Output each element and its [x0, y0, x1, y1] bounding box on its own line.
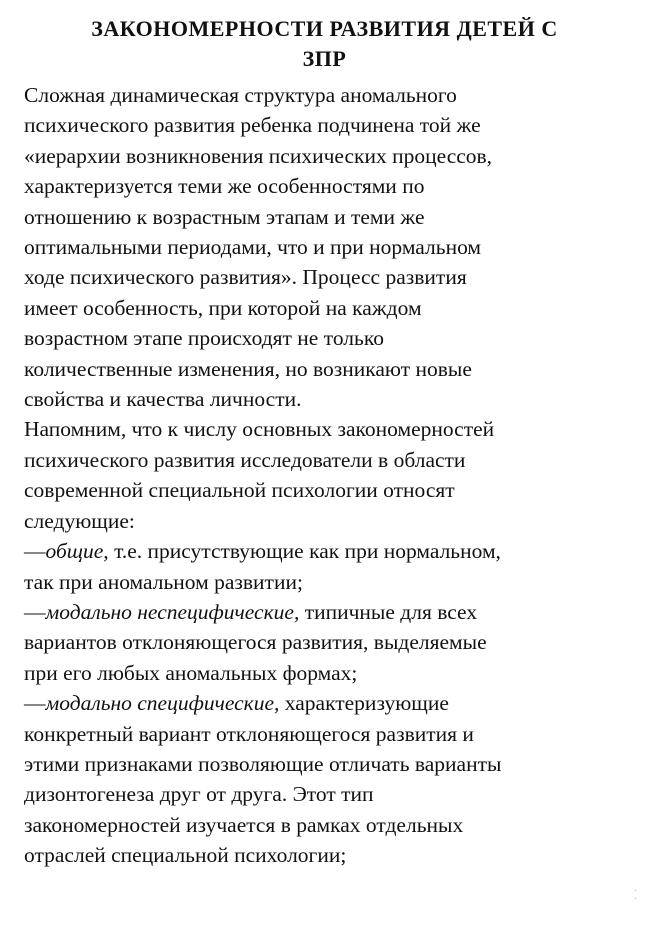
- text-line: характеризуется теми же особенностями по: [24, 174, 425, 199]
- page-title: [20, 14, 629, 74]
- item-text: типичные для всех: [299, 599, 478, 624]
- item-text: характеризующие: [279, 691, 449, 716]
- item-text: т.е. присутствующие как при нормальном,: [108, 539, 501, 564]
- item-dash: —: [24, 599, 46, 624]
- text-line: психического развития ребенка подчинена той же: [24, 113, 481, 138]
- text-line: закономерностей изучается в рамках отдельных: [24, 812, 464, 837]
- text-line: психического развития исследователи в области: [24, 447, 466, 472]
- text-line: возрастном этапе происходят не только: [24, 326, 384, 351]
- text-line: так при аномальном развитии;: [24, 569, 303, 594]
- text-line: Сложная динамическая структура аномального: [24, 83, 457, 107]
- item-term: общие,: [45, 539, 109, 564]
- item-term: модально специфические,: [45, 691, 280, 716]
- item-dash: —: [24, 539, 46, 564]
- body-text: [24, 80, 634, 871]
- item-dash: —: [24, 691, 46, 716]
- text-line: [24, 597, 634, 627]
- text-line: оптимальными периодами, что и при нормальном: [24, 235, 482, 260]
- text-line: ходе психического развития». Процесс развития: [24, 265, 467, 290]
- text-line: этими признаками позволяющие отличать варианты: [24, 751, 502, 776]
- text-line: «иерархии возникновения психических процессов,: [24, 143, 493, 168]
- text-line: отношению к возрастным этапам и теми же: [24, 204, 425, 229]
- list-item-nonspecific: [24, 597, 634, 688]
- title-line-2: ЗПР: [302, 46, 347, 71]
- text-line: дизонтогенеза друг от друга. Этот тип: [24, 782, 374, 807]
- text-line: современной специальной психологии относят: [24, 478, 455, 503]
- text-line: следующие:: [24, 508, 135, 533]
- paragraph-intro: [24, 80, 634, 414]
- list-item-specific: [24, 688, 634, 870]
- text-line: имеет особенность, при которой на каждом: [24, 295, 422, 320]
- text-line: отраслей специальной психологии;: [24, 843, 347, 868]
- list-item-general: [24, 536, 634, 597]
- item-term: модально неспецифические,: [45, 599, 300, 624]
- title-line-1: ЗАКОНОМЕРНОСТИ РАЗВИТИЯ ДЕТЕЙ С: [91, 16, 558, 41]
- text-line: [24, 688, 634, 718]
- scan-artifact-dots: · ·: [634, 886, 638, 905]
- text-line: Напомним, что к числу основных закономерностей: [24, 417, 495, 442]
- text-line: при его любых аномальных формах;: [24, 660, 358, 685]
- text-line: конкретный вариант отклоняющегося развития и: [24, 721, 474, 746]
- text-line: количественные изменения, но возникают новые: [24, 356, 472, 381]
- paragraph-laws: [24, 414, 634, 536]
- text-line: [24, 536, 634, 566]
- text-line: свойства и качества личности.: [24, 387, 302, 412]
- text-line: вариантов отклоняющегося развития, выделяемые: [24, 630, 487, 655]
